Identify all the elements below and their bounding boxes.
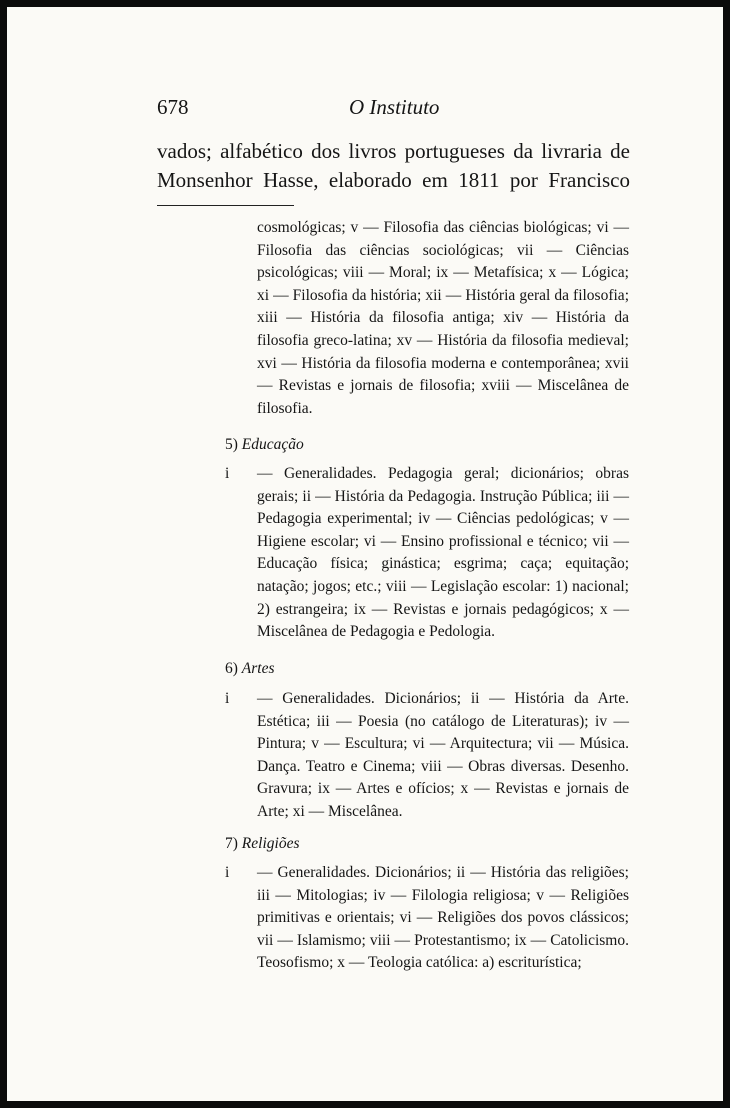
section-text-religioes: — Generalidades. Dicionários; ii — História das religiões; iii — Mitologias; iv — Filologia religiosa; v — Religiões primitivas e orientais; vi — Religiões dos povos clássicos; vii — Islamismo; viii — Protestantismo; ix — Catolicismo. Teosofismo; x — Teologia católica: a) escriturística; (257, 864, 629, 972)
section-text-educacao: — Generalidades. Pedagogia geral; dicionários; obras gerais; ii — História da Pedagogia. Instrução Pública; iii — Pedagogia experimental; iv — Ciências pedológicas; v — Higiene escolar; vi — Ensino profissional e técnico; vii — Educação física; ginástica; esgrima; caça; equitação; natação; jogos; etc.; viii — Legislação escolar: 1) nacional; 2) estrangeira; ix — Revistas e jornais pedagógicos; x — Miscelânea de Pedagogia e Pedologia. (257, 465, 629, 641)
section-number: 5) (225, 436, 238, 453)
footnote-divider (157, 205, 294, 206)
section-heading-religioes (225, 834, 299, 854)
section-number: 7) (225, 835, 238, 852)
main-text-line-2: Monsenhor Hasse, elaborado em 1811 por Francisco (157, 168, 630, 192)
section-first-numeral: i (225, 864, 230, 881)
section-title: Religiões (241, 835, 300, 852)
philosophy-list-continuation: cosmológicas; v — Filosofia das ciências biológicas; vi — Filosofia das ciências sociológicas; vii — Ciências psicológicas; viii — Moral; ix — Metafísica; x — Lógica; xi — Filosofia da história; xii — História geral da filosofia; xiii — História da filosofia antiga; xiv — História da filosofia greco-latina; xv — História da filosofia medieval; xvi — História da filosofia moderna e contemporânea; xvii — Revistas e jornais de filosofia; xviii — Miscelânea de filosofia. (257, 219, 629, 417)
section-title: Artes (241, 660, 275, 677)
section-first-numeral: i (225, 465, 230, 482)
section-first-numeral: i (225, 690, 230, 707)
running-title: O Instituto (349, 95, 440, 119)
main-text (157, 137, 630, 195)
page-number: 678 (157, 95, 189, 119)
main-text-line-1: vados; alfabético dos livros portugueses da livraria de (157, 139, 630, 163)
section-text-artes: — Generalidades. Dicionários; ii — História da Arte. Estética; iii — Poesia (no catálogo de Literaturas); iv — Pintura; v — Escultura; vi — Arquitectura; vii — Música. Dança. Teatro e Cinema; viii — Obras diversas. Desenho. Gravura; ix — Artes e ofícios; x — Revistas e jornais de Arte; xi — Miscelânea. (257, 690, 629, 820)
section-title: Educação (241, 436, 304, 453)
page-header (157, 95, 623, 125)
section-heading-educacao (225, 435, 304, 455)
section-number: 6) (225, 660, 238, 677)
section-heading-artes (225, 659, 275, 679)
